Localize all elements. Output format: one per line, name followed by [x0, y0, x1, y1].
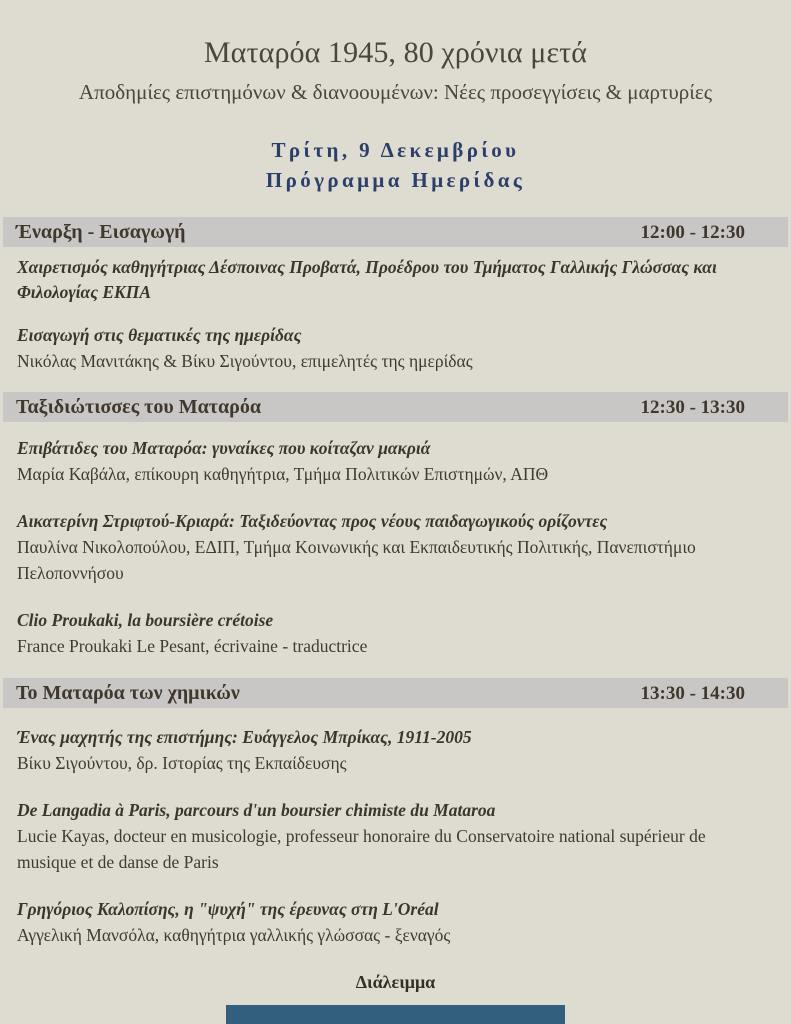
session-body — [0, 247, 791, 374]
talk-entry — [17, 798, 746, 875]
talk-speaker: Παυλίνα Νικολοπούλου, ΕΔΙΠ, Τμήμα Κοινωνικής και Εκπαιδευτικής Πολιτικής, Πανεπιστήμιο Πελοποννήσου — [17, 537, 696, 583]
talk-entry — [17, 608, 746, 659]
talk-title: Clio Proukaki, la boursière crétoise — [17, 610, 274, 631]
talk-title: Αικατερίνη Στριφτού-Κριαρά: Ταξιδεύοντας προς νέους παιδαγωγικούς ορίζοντες — [17, 511, 608, 532]
event-date: Τρίτη, 9 Δεκεμβρίου — [271, 137, 520, 162]
page-title: Ματαρόα 1945, 80 χρόνια μετά — [203, 36, 588, 69]
session-body — [0, 422, 791, 659]
session-body — [0, 708, 791, 948]
break-label: Διάλειμμα — [355, 972, 436, 993]
talk-entry — [17, 255, 746, 305]
programme-label: Πρόγραμμα Ημερίδας — [265, 167, 526, 192]
talk-speaker: France Proukaki Le Pesant, écrivaine - traductrice — [17, 635, 368, 656]
bottom-accent-bar — [226, 1005, 565, 1024]
session-time: 12:30 - 13:30 — [640, 396, 745, 418]
session-block — [0, 678, 791, 948]
talk-title: De Langadia à Paris, parcours d'un boursier chimiste du Mataroa — [17, 800, 496, 821]
session-title: Έναρξη - Εισαγωγή — [16, 221, 186, 244]
page-subtitle: Αποδημίες επιστημόνων & διανοουμένων: Νέες προσεγγίσεις & μαρτυρίες — [78, 79, 713, 104]
sessions-list — [0, 217, 791, 948]
session-title: Ταξιδιώτισσες του Ματαρόα — [16, 396, 262, 419]
talk-entry — [17, 897, 746, 948]
talk-title: Γρηγόριος Καλοπίσης, η "ψυχή" της έρευνας στη L'Oréal — [17, 899, 439, 920]
session-header-bar — [3, 678, 788, 708]
date-block — [0, 136, 791, 196]
session-title: Το Ματαρόα των χημικών — [16, 682, 240, 705]
session-time: 12:00 - 12:30 — [640, 221, 745, 243]
session-block — [0, 217, 791, 374]
session-time: 13:30 - 14:30 — [640, 682, 745, 704]
talk-title: Εισαγωγή στις θεματικές της ημερίδας — [17, 325, 302, 345]
talk-entry — [17, 323, 746, 374]
talk-speaker: Αγγελική Μανσόλα, καθηγήτρια γαλλικής γλώσσας - ξεναγός — [17, 924, 451, 945]
talk-entry — [17, 436, 746, 487]
talk-entry — [17, 509, 746, 586]
talk-speaker: Lucie Kayas, docteur en musicologie, professeur honoraire du Conservatoire national supérieur de musique et de danse de Paris — [17, 826, 706, 872]
session-header-bar — [3, 217, 788, 247]
talk-title: Χαιρετισμός καθηγήτριας Δέσποινας Προβατά, Προέδρου του Τμήματος Γαλλικής Γλώσσας και Φιλολογίας ΕΚΠΑ — [17, 257, 717, 303]
session-header-bar — [3, 392, 788, 422]
session-block — [0, 392, 791, 659]
talk-speaker: Βίκυ Σιγούντου, δρ. Ιστορίας της Εκπαίδευσης — [17, 753, 347, 774]
talk-entry — [17, 725, 746, 776]
talk-speaker: Μαρία Καβάλα, επίκουρη καθηγήτρια, Τμήμα Πολιτικών Επιστημών, ΑΠΘ — [17, 464, 549, 485]
talk-speaker: Νικόλας Μανιτάκης & Βίκυ Σιγούντου, επιμελητές της ημερίδας — [17, 350, 473, 371]
page-header — [0, 0, 791, 195]
talk-title: Επιβάτιδες του Ματαρόα: γυναίκες που κοίταζαν μακριά — [17, 438, 431, 459]
talk-title: Ένας μαχητής της επιστήμης: Ευάγγελος Μπρίκας, 1911-2005 — [17, 727, 472, 748]
